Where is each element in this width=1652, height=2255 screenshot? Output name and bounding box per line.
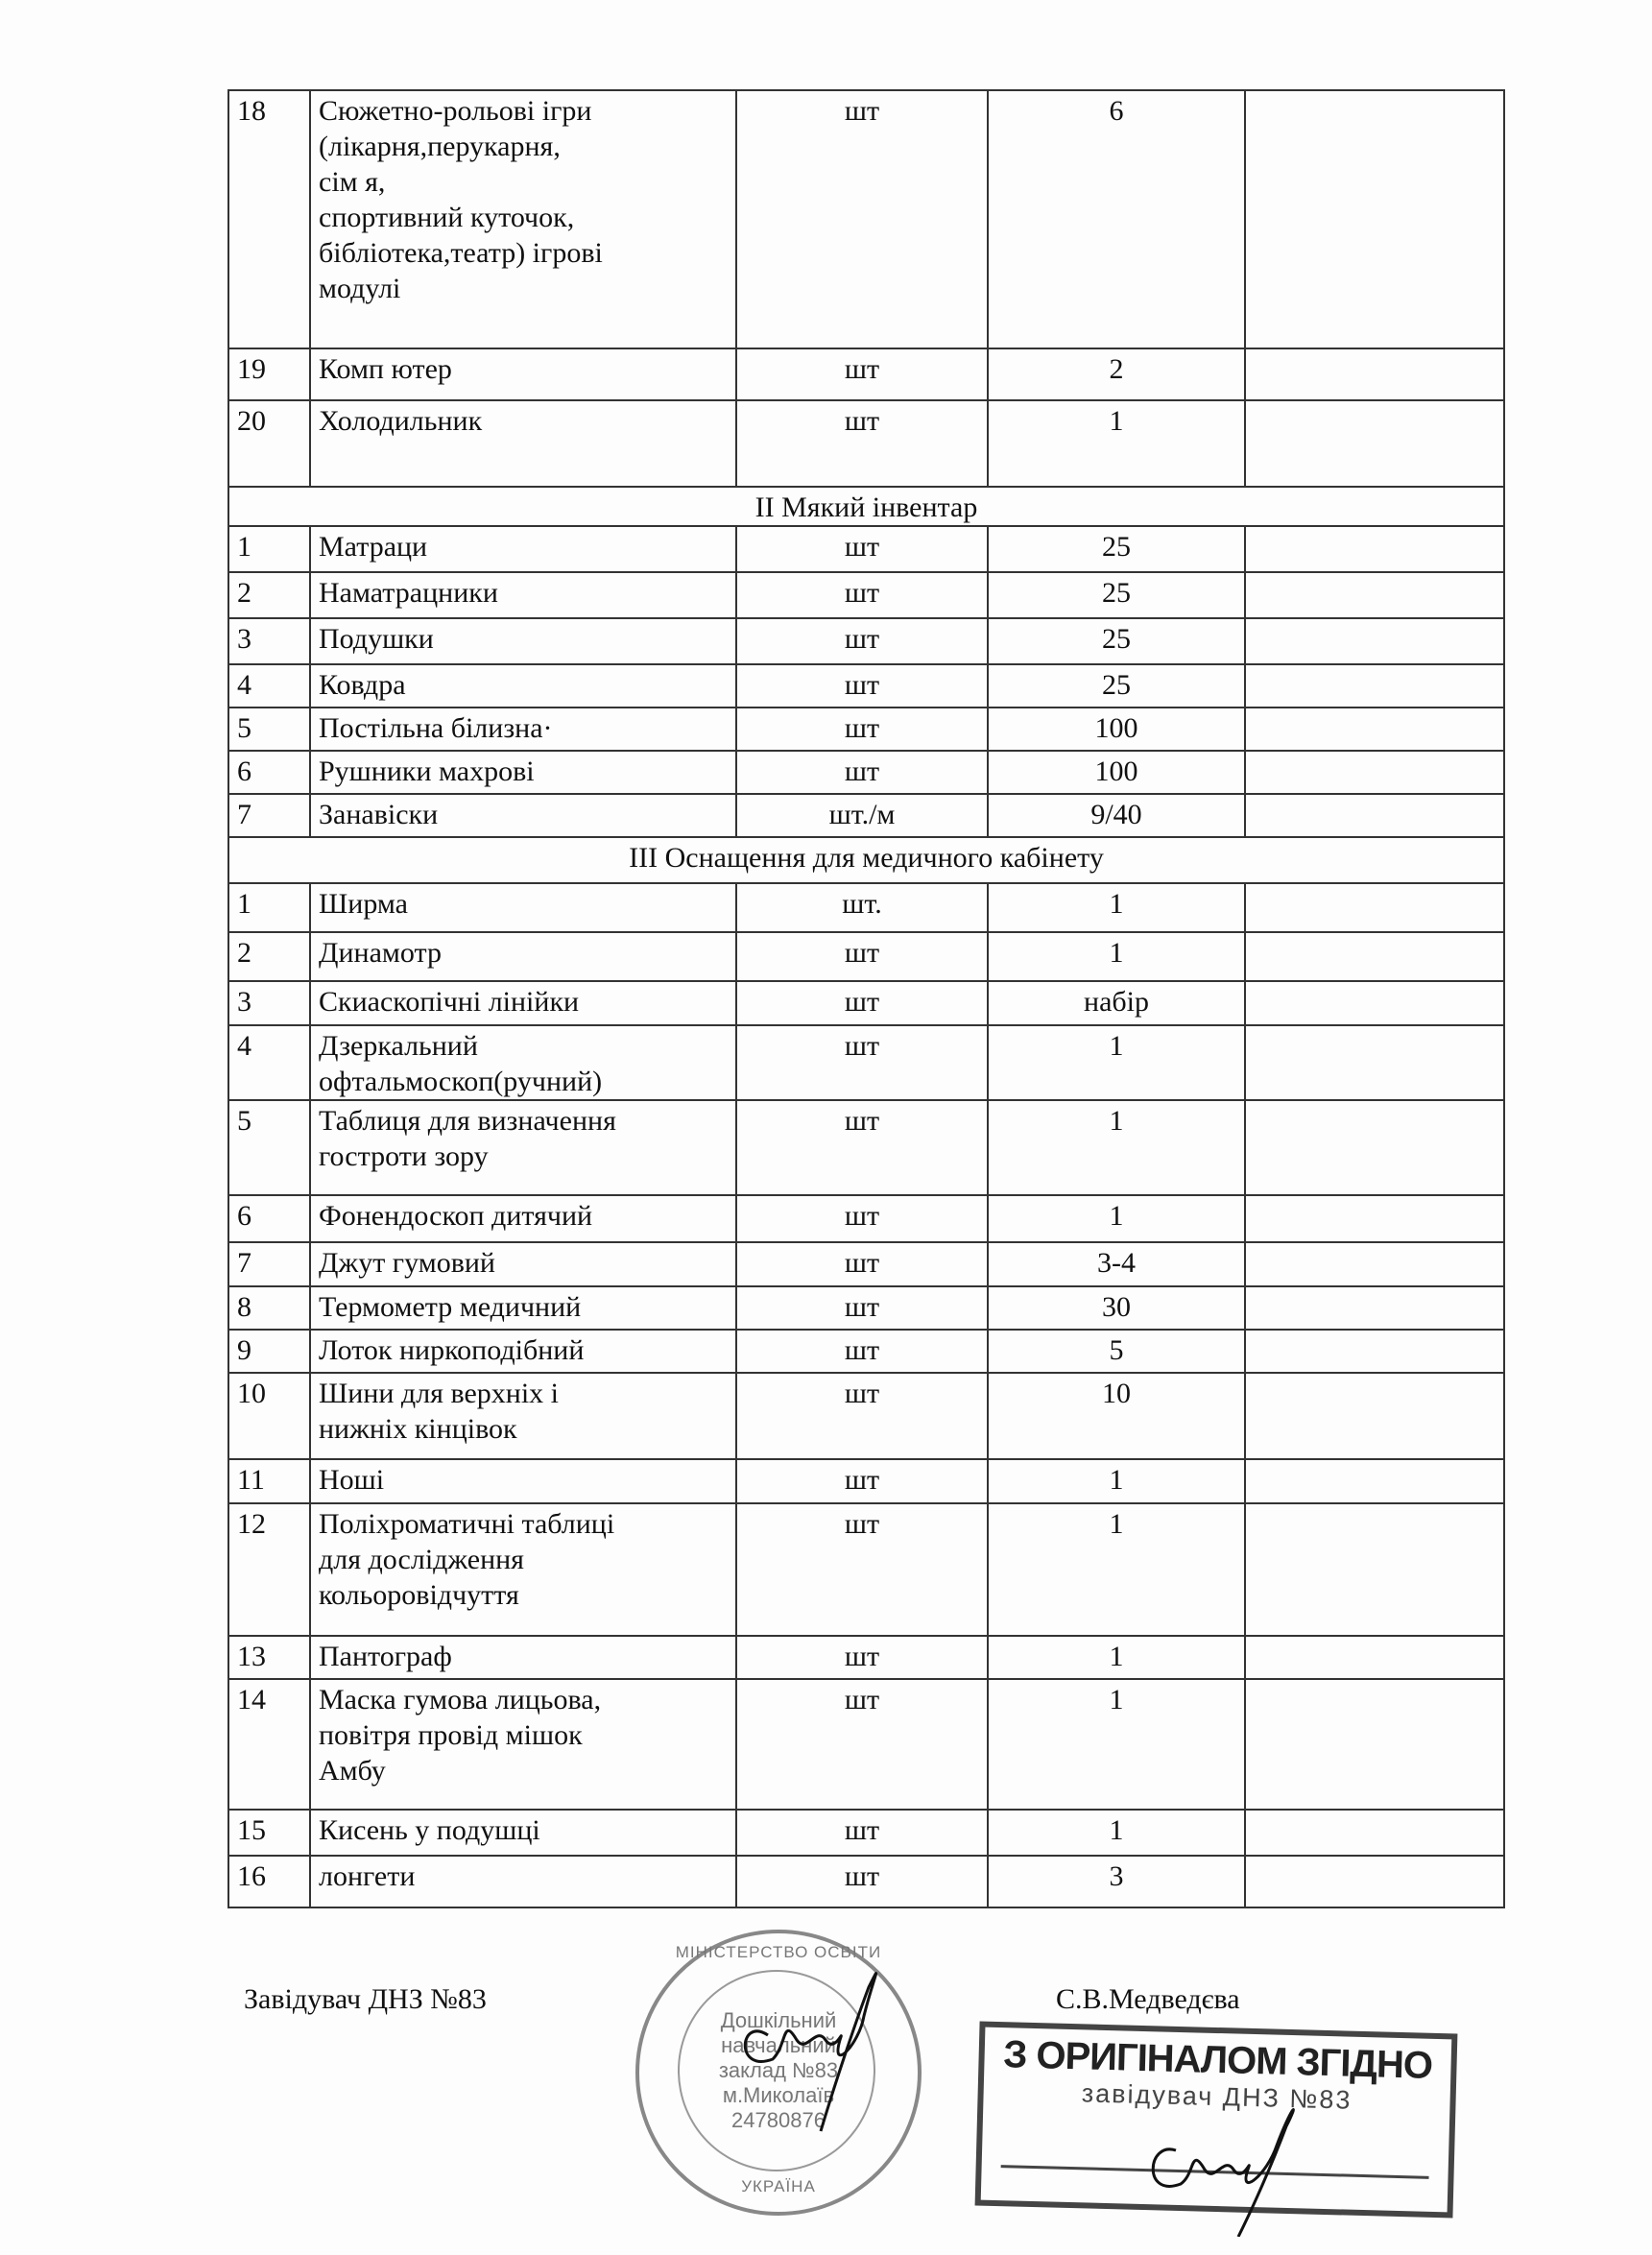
table-row bbox=[228, 1100, 1504, 1195]
item-note bbox=[1245, 1503, 1504, 1636]
table-row bbox=[228, 1330, 1504, 1373]
item-name: Наматрацники bbox=[310, 572, 736, 618]
item-unit: шт bbox=[736, 572, 988, 618]
table-row bbox=[228, 348, 1504, 400]
item-note bbox=[1245, 1286, 1504, 1330]
seal-line: 24780876 bbox=[731, 2108, 826, 2132]
table-row bbox=[228, 400, 1504, 487]
item-unit: шт bbox=[736, 1025, 988, 1100]
row-number: 2 bbox=[228, 572, 310, 618]
item-note bbox=[1245, 664, 1504, 708]
item-name: Шини для верхніх і нижніх кінцівок bbox=[310, 1373, 736, 1459]
row-number: 9 bbox=[228, 1330, 310, 1373]
table-row bbox=[228, 883, 1504, 932]
signature-2 bbox=[1133, 2093, 1325, 2237]
row-number: 16 bbox=[228, 1856, 310, 1907]
item-quantity: 25 bbox=[988, 664, 1245, 708]
item-unit: шт bbox=[736, 1503, 988, 1636]
item-quantity: набір bbox=[988, 981, 1245, 1025]
table-row bbox=[228, 1679, 1504, 1810]
item-note bbox=[1245, 1025, 1504, 1100]
row-number: 14 bbox=[228, 1679, 310, 1810]
item-unit: шт bbox=[736, 1330, 988, 1373]
row-number: 19 bbox=[228, 348, 310, 400]
item-unit: шт bbox=[736, 708, 988, 751]
item-note bbox=[1245, 618, 1504, 664]
item-unit: шт bbox=[736, 751, 988, 794]
item-name: Подушки bbox=[310, 618, 736, 664]
row-number: 4 bbox=[228, 664, 310, 708]
item-note bbox=[1245, 1100, 1504, 1195]
row-number: 5 bbox=[228, 1100, 310, 1195]
item-unit: шт bbox=[736, 664, 988, 708]
item-unit: шт bbox=[736, 1242, 988, 1286]
table-row bbox=[228, 1503, 1504, 1636]
item-note bbox=[1245, 348, 1504, 400]
section-header-row bbox=[228, 837, 1504, 883]
item-quantity: 1 bbox=[988, 932, 1245, 981]
item-quantity: 1 bbox=[988, 1810, 1245, 1856]
item-name: Холодильник bbox=[310, 400, 736, 487]
item-unit: шт bbox=[736, 90, 988, 348]
seal-line: Дошкільний bbox=[720, 2008, 837, 2032]
table-row bbox=[228, 618, 1504, 664]
item-note bbox=[1245, 1459, 1504, 1503]
signature-1 bbox=[730, 1949, 893, 2141]
item-note bbox=[1245, 883, 1504, 932]
item-quantity: 100 bbox=[988, 708, 1245, 751]
item-unit: шт bbox=[736, 1636, 988, 1679]
item-quantity: 1 bbox=[988, 883, 1245, 932]
item-quantity: 1 bbox=[988, 400, 1245, 487]
item-note bbox=[1245, 400, 1504, 487]
table-row bbox=[228, 1242, 1504, 1286]
row-number: 1 bbox=[228, 883, 310, 932]
item-note bbox=[1245, 1679, 1504, 1810]
item-note bbox=[1245, 526, 1504, 572]
item-note bbox=[1245, 1195, 1504, 1242]
item-quantity: 2 bbox=[988, 348, 1245, 400]
table-row bbox=[228, 1025, 1504, 1100]
item-unit: шт bbox=[736, 981, 988, 1025]
item-name: Фонендоскоп дитячий bbox=[310, 1195, 736, 1242]
item-name: Джут гумовий bbox=[310, 1242, 736, 1286]
row-number: 7 bbox=[228, 1242, 310, 1286]
item-unit: шт bbox=[736, 1195, 988, 1242]
table-row bbox=[228, 526, 1504, 572]
item-name: Рушники махрові bbox=[310, 751, 736, 794]
row-number: 10 bbox=[228, 1373, 310, 1459]
item-name: Занавіски bbox=[310, 794, 736, 837]
table-row bbox=[228, 708, 1504, 751]
section-title: II Мякий інвентар bbox=[228, 487, 1504, 526]
item-name: Матраци bbox=[310, 526, 736, 572]
row-number: 6 bbox=[228, 751, 310, 794]
item-quantity: 3 bbox=[988, 1856, 1245, 1907]
item-name: лонгети bbox=[310, 1856, 736, 1907]
item-quantity: 25 bbox=[988, 572, 1245, 618]
row-number: 3 bbox=[228, 618, 310, 664]
row-number: 5 bbox=[228, 708, 310, 751]
item-quantity: 1 bbox=[988, 1195, 1245, 1242]
row-number: 2 bbox=[228, 932, 310, 981]
item-quantity: 1 bbox=[988, 1636, 1245, 1679]
item-unit: шт bbox=[736, 1810, 988, 1856]
table-row bbox=[228, 981, 1504, 1025]
item-unit: шт bbox=[736, 400, 988, 487]
item-quantity: 1 bbox=[988, 1679, 1245, 1810]
table-row bbox=[228, 572, 1504, 618]
item-note bbox=[1245, 1636, 1504, 1679]
item-quantity: 3-4 bbox=[988, 1242, 1245, 1286]
signatory-position: Завідувач ДНЗ №83 bbox=[244, 1983, 487, 2015]
item-quantity: 30 bbox=[988, 1286, 1245, 1330]
item-name: Сюжетно-рольові ігри (лікарня,перукарня, сім я, спортивний куточок, бібліотека,театр) ігрові модулі bbox=[310, 90, 736, 348]
table-row bbox=[228, 751, 1504, 794]
item-unit: шт. bbox=[736, 883, 988, 932]
item-quantity: 1 bbox=[988, 1503, 1245, 1636]
item-name: Термометр медичний bbox=[310, 1286, 736, 1330]
row-number: 11 bbox=[228, 1459, 310, 1503]
table-row bbox=[228, 90, 1504, 348]
item-note bbox=[1245, 1810, 1504, 1856]
table-row bbox=[228, 1636, 1504, 1679]
item-name: Скиаскопічні лінійки bbox=[310, 981, 736, 1025]
item-quantity: 9/40 bbox=[988, 794, 1245, 837]
table-row bbox=[228, 1286, 1504, 1330]
item-note bbox=[1245, 1373, 1504, 1459]
item-unit: шт bbox=[736, 1286, 988, 1330]
item-note bbox=[1245, 751, 1504, 794]
seal-ring-text: МІНІСТЕРСТВО ОСВІТИ bbox=[675, 1943, 882, 1961]
table-row bbox=[228, 932, 1504, 981]
item-quantity: 6 bbox=[988, 90, 1245, 348]
item-unit: шт bbox=[736, 932, 988, 981]
seal-line: навчальний bbox=[721, 2033, 836, 2057]
stamp-subtitle: завідувач ДНЗ №83 bbox=[1081, 2078, 1353, 2115]
item-quantity: 25 bbox=[988, 618, 1245, 664]
item-note bbox=[1245, 572, 1504, 618]
item-name: Маска гумова лицьова, повітря провід мішок Амбу bbox=[310, 1679, 736, 1810]
item-name: Лоток ниркоподібний bbox=[310, 1330, 736, 1373]
table-row bbox=[228, 1373, 1504, 1459]
item-name: Ширма bbox=[310, 883, 736, 932]
item-note bbox=[1245, 90, 1504, 348]
seal-ring-text: УКРАЇНА bbox=[741, 2177, 816, 2195]
table-row bbox=[228, 1195, 1504, 1242]
item-unit: шт bbox=[736, 1856, 988, 1907]
item-name: Динамотр bbox=[310, 932, 736, 981]
row-number: 6 bbox=[228, 1195, 310, 1242]
item-name: Поліхроматичні таблиці для дослідження кольоровідчуття bbox=[310, 1503, 736, 1636]
item-unit: шт bbox=[736, 1373, 988, 1459]
item-note bbox=[1245, 1856, 1504, 1907]
item-note bbox=[1245, 708, 1504, 751]
row-number: 12 bbox=[228, 1503, 310, 1636]
stamp-title: З ОРИГІНАЛОМ ЗГІДНО bbox=[1002, 2033, 1433, 2087]
row-number: 1 bbox=[228, 526, 310, 572]
item-name: Дзеркальний офтальмоскоп(ручний) bbox=[310, 1025, 736, 1100]
table-row bbox=[228, 1856, 1504, 1907]
item-note bbox=[1245, 932, 1504, 981]
item-note bbox=[1245, 1330, 1504, 1373]
table-row bbox=[228, 794, 1504, 837]
item-quantity: 1 bbox=[988, 1025, 1245, 1100]
item-unit: шт bbox=[736, 618, 988, 664]
item-unit: шт bbox=[736, 1679, 988, 1810]
item-quantity: 1 bbox=[988, 1459, 1245, 1503]
item-quantity: 1 bbox=[988, 1100, 1245, 1195]
item-name: Ноші bbox=[310, 1459, 736, 1503]
item-unit: шт bbox=[736, 526, 988, 572]
item-note bbox=[1245, 794, 1504, 837]
item-quantity: 5 bbox=[988, 1330, 1245, 1373]
section-title: III Оснащення для медичного кабінету bbox=[228, 837, 1504, 883]
inventory-table bbox=[227, 89, 1505, 1908]
item-quantity: 25 bbox=[988, 526, 1245, 572]
row-number: 4 bbox=[228, 1025, 310, 1100]
item-name: Ковдра bbox=[310, 664, 736, 708]
row-number: 3 bbox=[228, 981, 310, 1025]
row-number: 18 bbox=[228, 90, 310, 348]
row-number: 8 bbox=[228, 1286, 310, 1330]
item-name: Пантограф bbox=[310, 1636, 736, 1679]
item-unit: шт bbox=[736, 1100, 988, 1195]
seal-line: заклад №83 bbox=[718, 2058, 839, 2082]
item-name: Комп ютер bbox=[310, 348, 736, 400]
item-name: Постільна білизна· bbox=[310, 708, 736, 751]
table-row bbox=[228, 1810, 1504, 1856]
seal-line: м.Миколаїв bbox=[722, 2083, 835, 2107]
item-note bbox=[1245, 981, 1504, 1025]
table-row bbox=[228, 1459, 1504, 1503]
item-unit: шт bbox=[736, 1459, 988, 1503]
signatory-name: С.В.Медведєва bbox=[1056, 1983, 1240, 2015]
item-quantity: 10 bbox=[988, 1373, 1245, 1459]
item-unit: шт bbox=[736, 348, 988, 400]
item-name: Кисень у подушці bbox=[310, 1810, 736, 1856]
section-header-row bbox=[228, 487, 1504, 526]
row-number: 7 bbox=[228, 794, 310, 837]
item-unit: шт./м bbox=[736, 794, 988, 837]
table-row bbox=[228, 664, 1504, 708]
item-note bbox=[1245, 1242, 1504, 1286]
item-name: Таблиця для визначення гостроти зору bbox=[310, 1100, 736, 1195]
row-number: 20 bbox=[228, 400, 310, 487]
row-number: 15 bbox=[228, 1810, 310, 1856]
row-number: 13 bbox=[228, 1636, 310, 1679]
item-quantity: 100 bbox=[988, 751, 1245, 794]
